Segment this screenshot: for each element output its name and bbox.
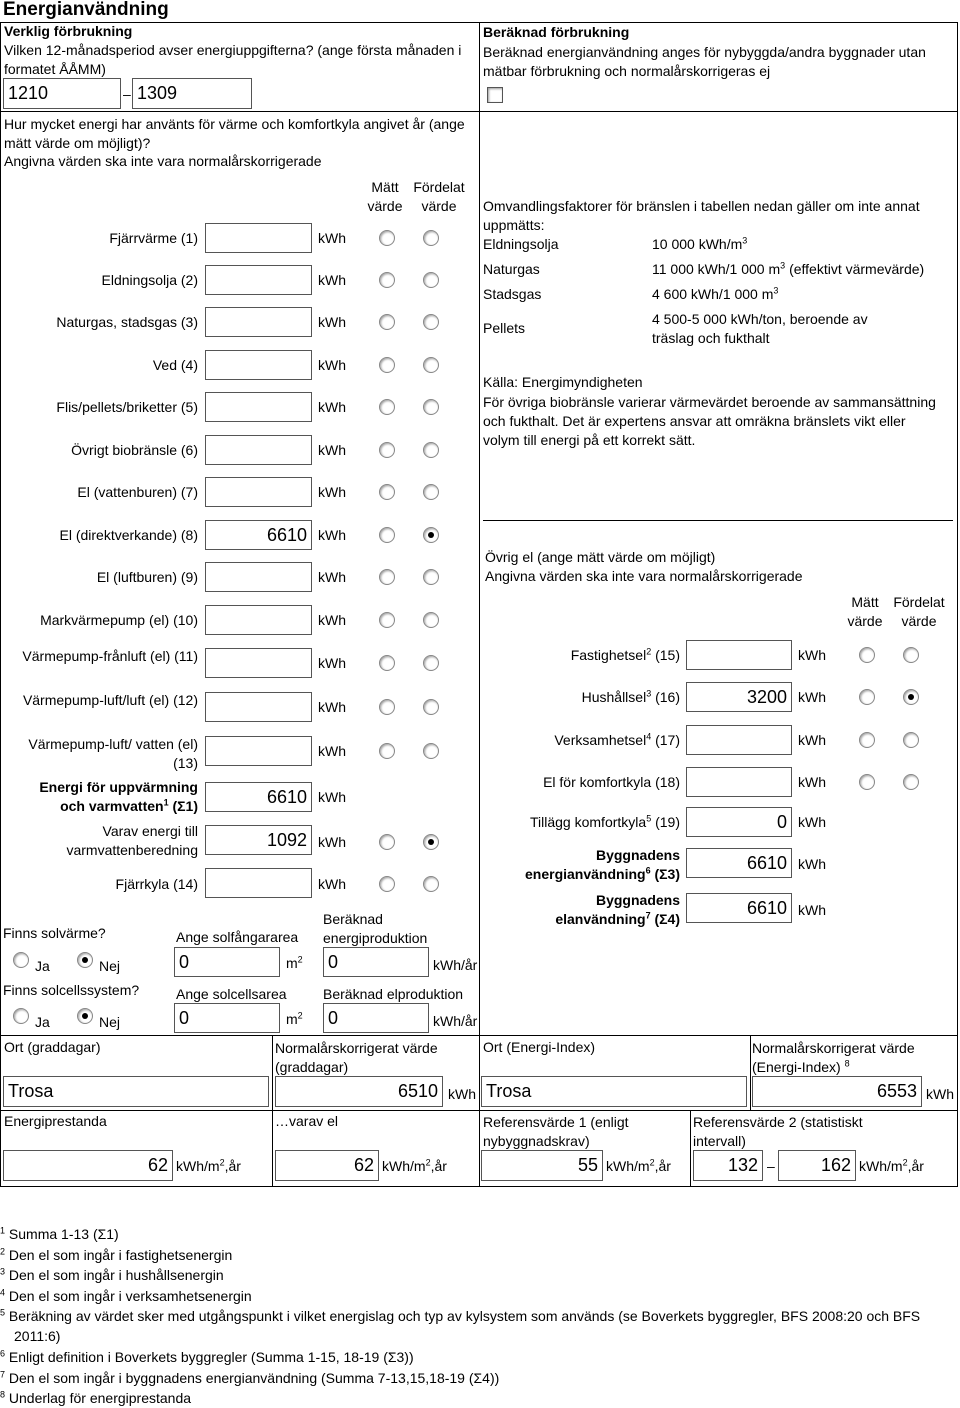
heat-row-matt-radio[interactable] bbox=[379, 272, 395, 288]
beraknad-heading: Beräknad förbrukning bbox=[483, 24, 630, 40]
energiproduktion-unit: kWh/år bbox=[433, 957, 478, 973]
omvandling-source: Källa: Energimyndigheten bbox=[483, 374, 643, 390]
footnote: $^8$ Underlag för energiprestanda bbox=[0, 1389, 192, 1406]
fjarrkyla-matt-radio[interactable] bbox=[379, 876, 395, 892]
norm-index-value: 6553 bbox=[752, 1076, 922, 1107]
heat-row-matt-radio[interactable] bbox=[379, 612, 395, 628]
heat-row-fordelat-radio[interactable] bbox=[423, 399, 439, 415]
energiproduktion-label: Beräknad energiproduktion bbox=[323, 911, 428, 946]
solcellsarea-unit: $m^2$ bbox=[286, 1010, 303, 1027]
elproduktion-label: Beräknad elproduktion bbox=[323, 986, 464, 1002]
heat-row-label: El (direktverkande) (8) bbox=[59, 527, 198, 543]
heat-row-matt-radio[interactable] bbox=[379, 743, 395, 759]
col-matt-header: Mätt värde bbox=[367, 179, 403, 214]
norm-grad-value: 6510 bbox=[275, 1076, 443, 1107]
heat-row-label: El (vattenburen) (7) bbox=[77, 484, 198, 500]
period-dash: – bbox=[123, 86, 131, 102]
ovrig-divider bbox=[483, 520, 953, 521]
bottom-vline-4 bbox=[750, 1036, 751, 1110]
heat-row-label: Naturgas, stadsgas (3) bbox=[56, 314, 198, 330]
ovrig-row-matt-radio[interactable] bbox=[859, 774, 875, 790]
solvarme-nej-radio[interactable] bbox=[77, 952, 93, 968]
solcell-nej-radio[interactable] bbox=[77, 1008, 93, 1024]
heat-row-unit: kWh bbox=[318, 743, 346, 759]
varav-label: Varav energi till varmvattenberedning bbox=[66, 823, 198, 858]
prestanda-value: 62 bbox=[3, 1150, 173, 1181]
varav-value[interactable]: 1092 bbox=[205, 825, 312, 855]
ovrig-row-label: Hushållsel$^3$ (16) bbox=[581, 688, 680, 705]
heat-row-unit: kWh bbox=[318, 699, 346, 715]
ort-index-label: Ort (Energi-Index) bbox=[483, 1039, 596, 1055]
ref2-unit: kWh/$m^2,år$ bbox=[859, 1157, 924, 1174]
ort-index-input[interactable]: Trosa bbox=[481, 1076, 747, 1107]
heat-row-input[interactable] bbox=[205, 435, 312, 465]
footnote: $^3$ Den el som ingår i hushållsenergin bbox=[0, 1266, 224, 1283]
beraknad-text: Beräknad energianvändning anges för nybyggda/andra byggnader utan mätbar förbrukning och normalårskorrigeras ej bbox=[483, 44, 926, 79]
heat-row-matt-radio[interactable] bbox=[379, 314, 395, 330]
heat-row-input[interactable] bbox=[205, 392, 312, 422]
bottom-vline-1 bbox=[272, 1036, 273, 1186]
ovrig-row-unit: kWh bbox=[798, 774, 826, 790]
heat-row-label: Flis/pellets/briketter (5) bbox=[56, 399, 198, 415]
energiproduktion-input[interactable]: 0 bbox=[323, 947, 429, 977]
ovrig-row-fordelat-radio[interactable] bbox=[903, 647, 919, 663]
sum1-unit: kWh bbox=[318, 789, 346, 805]
fjarrkyla-unit: kWh bbox=[318, 876, 346, 892]
heat-row-unit: kWh bbox=[318, 569, 346, 585]
omv-row-stadsgas-value: 4 600 kWh/1 000 $m^3$ bbox=[652, 285, 779, 302]
heat-row-unit: kWh bbox=[318, 484, 346, 500]
heat-row-unit: kWh bbox=[318, 230, 346, 246]
fjarrkyla-input[interactable] bbox=[205, 868, 312, 898]
ovrig-row-unit: kWh bbox=[798, 647, 826, 663]
ort-grad-label: Ort (graddagar) bbox=[4, 1039, 101, 1055]
heat-row-fordelat-radio[interactable] bbox=[423, 442, 439, 458]
heat-row-fordelat-radio[interactable] bbox=[423, 655, 439, 671]
varav-el-unit: kWh/$m^2,år$ bbox=[382, 1157, 447, 1174]
heat-row-input[interactable] bbox=[205, 736, 312, 766]
heat-row-label: Värmepump-luft/luft (el) (12) bbox=[22, 692, 198, 708]
varav-el-label: …varav el bbox=[275, 1113, 339, 1129]
solfangararea-unit: $m^2$ bbox=[286, 954, 303, 971]
heat-row-label: Eldningsolja (2) bbox=[101, 272, 198, 288]
ovrig-row-unit: kWh bbox=[798, 689, 826, 705]
footnote: $^7$ Den el som ingår i byggnadens energianvändning (Summa 7-13,15,18-19 (Σ4)) bbox=[0, 1368, 500, 1386]
norm-grad-label: Normalårskorrigerat värde (graddagar) bbox=[275, 1040, 438, 1075]
solfangararea-label: Ange solfångararea bbox=[176, 929, 299, 945]
ovrig-col-matt: Mätt värde bbox=[847, 594, 883, 629]
ovrig-row-matt-radio[interactable] bbox=[859, 689, 875, 705]
footnote: $^1$ Summa 1-13 (Σ1) bbox=[0, 1225, 119, 1242]
heat-row-input[interactable] bbox=[205, 562, 312, 592]
bottom-hline bbox=[0, 1110, 958, 1111]
solfangararea-input[interactable]: 0 bbox=[174, 947, 280, 977]
ovrig-row-fordelat-radio[interactable] bbox=[903, 689, 919, 705]
bottom-vline-3 bbox=[690, 1110, 691, 1186]
fjarrkyla-fordelat-radio[interactable] bbox=[423, 876, 439, 892]
heat-row-input[interactable] bbox=[205, 307, 312, 337]
omv-row-pellets-name: Pellets bbox=[483, 320, 526, 336]
ovrig-row-label: Fastighetsel$^2$ (15) bbox=[570, 646, 680, 663]
heat-row-fordelat-radio[interactable] bbox=[423, 699, 439, 715]
heat-row-fordelat-radio[interactable] bbox=[423, 743, 439, 759]
norm-grad-unit: kWh bbox=[448, 1086, 476, 1102]
heat-row-fordelat-radio[interactable] bbox=[423, 569, 439, 585]
heat-row-input[interactable] bbox=[205, 223, 312, 253]
heat-row-fordelat-radio[interactable] bbox=[423, 484, 439, 500]
ovrig-row-matt-radio[interactable] bbox=[859, 732, 875, 748]
elproduktion-unit: kWh/år bbox=[433, 1013, 478, 1029]
sum1-value: 6610 bbox=[205, 782, 312, 812]
heat-row-matt-radio[interactable] bbox=[379, 655, 395, 671]
ovrig-row-label: Verksamhetsel$^4$ (17) bbox=[554, 731, 680, 748]
period-from-input[interactable]: 1210 bbox=[3, 78, 121, 109]
period-to-input[interactable]: 1309 bbox=[132, 78, 252, 109]
verklig-heading: Verklig förbrukning bbox=[4, 23, 133, 39]
heat-row-matt-radio[interactable] bbox=[379, 399, 395, 415]
omv-row-eldningsolja-value: 10 000 kWh/$m^3$ bbox=[652, 235, 748, 252]
heat-row-unit: kWh bbox=[318, 357, 346, 373]
ref2-label: Referensvärde 2 (statistiskt intervall) bbox=[693, 1114, 863, 1149]
footnote: $^5$ Beräkning av värdet sker med utgångspunkt i vilket energislag och typ av kylsystem som används (se Boverkets byggregler, BFS 2008:20 och BFS 2011:6) bbox=[0, 1307, 921, 1344]
heat-row-input[interactable] bbox=[205, 605, 312, 635]
footnote: $^2$ Den el som ingår i fastighetsenergin bbox=[0, 1245, 233, 1263]
heat-row-input[interactable] bbox=[205, 350, 312, 380]
ref1-label: Referensvärde 1 (enligt nybyggnadskrav) bbox=[483, 1114, 629, 1149]
sigma3-label: Byggnadens energianvändning$^6$ (Σ3) bbox=[525, 847, 680, 882]
heat-row-label: Ved (4) bbox=[152, 357, 198, 373]
omvandling-note: För övriga biobränsle varierar värmevärdet beroende av sammansättning och fukthalt. Det är expertens ansvar att omräkna bränslets vikt eller volym till energi på ett korrekt sätt. bbox=[483, 394, 936, 448]
ovrig-row-input[interactable]: 3200 bbox=[686, 682, 792, 712]
heat-row-input[interactable]: 6610 bbox=[205, 520, 312, 550]
omv-row-naturgas-name: Naturgas bbox=[483, 261, 540, 277]
heat-question: Hur mycket energi har använts för värme och komfortkyla angivet år (ange mätt värde om möjligt)? bbox=[4, 116, 465, 151]
norm-index-unit: kWh bbox=[926, 1086, 954, 1102]
solcellsarea-label: Ange solcellsarea bbox=[176, 986, 287, 1002]
heat-row-matt-radio[interactable] bbox=[379, 230, 395, 246]
omv-row-stadsgas-name: Stadsgas bbox=[483, 286, 542, 302]
ovrig-col-fordelat: Fördelat värde bbox=[893, 594, 945, 629]
ref2-min-value: 132 bbox=[693, 1150, 763, 1181]
elproduktion-input[interactable]: 0 bbox=[323, 1003, 429, 1033]
heat-row-unit: kWh bbox=[318, 612, 346, 628]
ref2-max-value: 162 bbox=[778, 1150, 856, 1181]
ovrig-row-input[interactable] bbox=[686, 640, 792, 670]
page-title: Energianvändning bbox=[3, 0, 169, 20]
ovrig-row-input[interactable]: 0 bbox=[686, 807, 792, 837]
varav-unit: kWh bbox=[318, 834, 346, 850]
heat-row-input[interactable] bbox=[205, 692, 312, 722]
heat-row-label: Värmepump-luft/ vatten (el) (13) bbox=[28, 736, 198, 771]
heat-row-fordelat-radio[interactable] bbox=[423, 357, 439, 373]
ovrig-row-unit: kWh bbox=[798, 814, 826, 830]
ovrig-row-fordelat-radio[interactable] bbox=[903, 732, 919, 748]
heat-row-fordelat-radio[interactable] bbox=[423, 230, 439, 246]
heat-row-fordelat-radio[interactable] bbox=[423, 612, 439, 628]
heat-row-unit: kWh bbox=[318, 442, 346, 458]
footnote: $^6$ Enligt definition i Boverkets byggregler (Summa 1-15, 18-19 (Σ3)) bbox=[0, 1348, 414, 1365]
heat-row-matt-radio[interactable] bbox=[379, 357, 395, 373]
solcell-ja-label: Ja bbox=[35, 1014, 50, 1030]
ovrig-row-matt-radio[interactable] bbox=[859, 647, 875, 663]
ref1-unit: kWh/$m^2,år$ bbox=[606, 1157, 671, 1174]
heat-row-input[interactable] bbox=[205, 648, 312, 678]
solcell-nej-label: Nej bbox=[99, 1014, 121, 1030]
heat-row-unit: kWh bbox=[318, 314, 346, 330]
ovrig-row-input[interactable] bbox=[686, 767, 792, 797]
heat-row-label: Markvärmepump (el) (10) bbox=[40, 612, 198, 628]
heat-row-unit: kWh bbox=[318, 527, 346, 543]
footnote: $^4$ Den el som ingår i verksamhetsenergin bbox=[0, 1286, 252, 1304]
sigma4-unit: kWh bbox=[798, 902, 826, 918]
prestanda-unit: kWh/$m^2,år$ bbox=[176, 1157, 241, 1174]
sigma4-label: Byggnadens elanvändning$^7$ (Σ4) bbox=[555, 892, 680, 927]
heat-row-label: El (luftburen) (9) bbox=[96, 569, 198, 585]
omv-row-naturgas-value: 11 000 kWh/1 000 $m^3$ (effektivt värmevärde) bbox=[652, 260, 925, 277]
ort-grad-input[interactable]: Trosa bbox=[3, 1076, 269, 1107]
sum1-label: Energi för uppvärmning och varmvatten$^1$ (Σ1) bbox=[39, 779, 198, 814]
ref2-dash: – bbox=[767, 1158, 775, 1174]
ref1-value: 55 bbox=[481, 1150, 603, 1181]
solcell-question: Finns solcellssystem? bbox=[3, 982, 140, 998]
norm-index-label: Normalårskorrigerat värde (Energi-Index) $^8$ bbox=[752, 1040, 915, 1075]
heat-row-label: Fjärrvärme (1) bbox=[109, 230, 198, 246]
heat-row-input[interactable] bbox=[205, 265, 312, 295]
heat-row-fordelat-radio[interactable] bbox=[423, 314, 439, 330]
heat-row-unit: kWh bbox=[318, 655, 346, 671]
beraknad-checkbox[interactable] bbox=[487, 87, 503, 103]
ovrig-row-label: Tillägg komfortkyla$^5$ (19) bbox=[530, 813, 680, 830]
varav-fordelat-radio[interactable] bbox=[423, 834, 439, 850]
omv-row-eldningsolja-name: Eldningsolja bbox=[483, 236, 559, 252]
heat-row-matt-radio[interactable] bbox=[379, 442, 395, 458]
ovrig-row-label: El för komfortkyla (18) bbox=[543, 774, 680, 790]
heat-row-fordelat-radio[interactable] bbox=[423, 272, 439, 288]
fjarrkyla-label: Fjärrkyla (14) bbox=[115, 876, 198, 892]
ovrig-row-unit: kWh bbox=[798, 732, 826, 748]
verklig-question: Vilken 12-månadsperiod avser energiuppgifterna? (ange första månaden i formatet ÅÅMM) bbox=[4, 42, 462, 77]
heat-row-unit: kWh bbox=[318, 272, 346, 288]
solvarme-question: Finns solvärme? bbox=[3, 925, 106, 941]
omv-row-pellets-value: 4 500-5 000 kWh/ton, beroende av träslag och fukthalt bbox=[652, 311, 868, 346]
heat-row-matt-radio[interactable] bbox=[379, 527, 395, 543]
heat-row-unit: kWh bbox=[318, 399, 346, 415]
solcell-ja-radio[interactable] bbox=[13, 1008, 29, 1024]
sigma4-value: 6610 bbox=[686, 893, 792, 923]
ovrig-heading: Övrig el (ange mätt värde om möjligt) bbox=[485, 549, 716, 565]
solvarme-ja-radio[interactable] bbox=[13, 952, 29, 968]
heat-row-label: Övrigt biobränsle (6) bbox=[71, 442, 198, 458]
solcellsarea-input[interactable]: 0 bbox=[174, 1003, 280, 1033]
solvarme-ja-label: Ja bbox=[35, 958, 50, 974]
sigma3-value: 6610 bbox=[686, 848, 792, 878]
heat-row-fordelat-radio[interactable] bbox=[423, 527, 439, 543]
sigma3-unit: kWh bbox=[798, 856, 826, 872]
prestanda-label: Energiprestanda bbox=[4, 1113, 107, 1129]
heat-row-label: Värmepump-frånluft (el) (11) bbox=[22, 648, 198, 664]
heat-note: Angivna värden ska inte vara normalårskorrigerade bbox=[4, 153, 322, 169]
ovrig-row-fordelat-radio[interactable] bbox=[903, 774, 919, 790]
solvarme-nej-label: Nej bbox=[99, 958, 121, 974]
col-fordelat-header: Fördelat värde bbox=[413, 179, 465, 214]
omvandling-intro: Omvandlingsfaktorer för bränslen i tabellen nedan gäller om inte annat uppmätts: bbox=[483, 198, 920, 233]
ovrig-row-input[interactable] bbox=[686, 725, 792, 755]
varav-matt-radio[interactable] bbox=[379, 834, 395, 850]
heat-row-matt-radio[interactable] bbox=[379, 484, 395, 500]
heat-row-input[interactable] bbox=[205, 477, 312, 507]
heat-row-matt-radio[interactable] bbox=[379, 569, 395, 585]
ovrig-note: Angivna värden ska inte vara normalårskorrigerade bbox=[485, 568, 803, 584]
heat-row-matt-radio[interactable] bbox=[379, 699, 395, 715]
varav-el-value: 62 bbox=[275, 1150, 379, 1181]
bottom-vline-2 bbox=[479, 1036, 480, 1186]
